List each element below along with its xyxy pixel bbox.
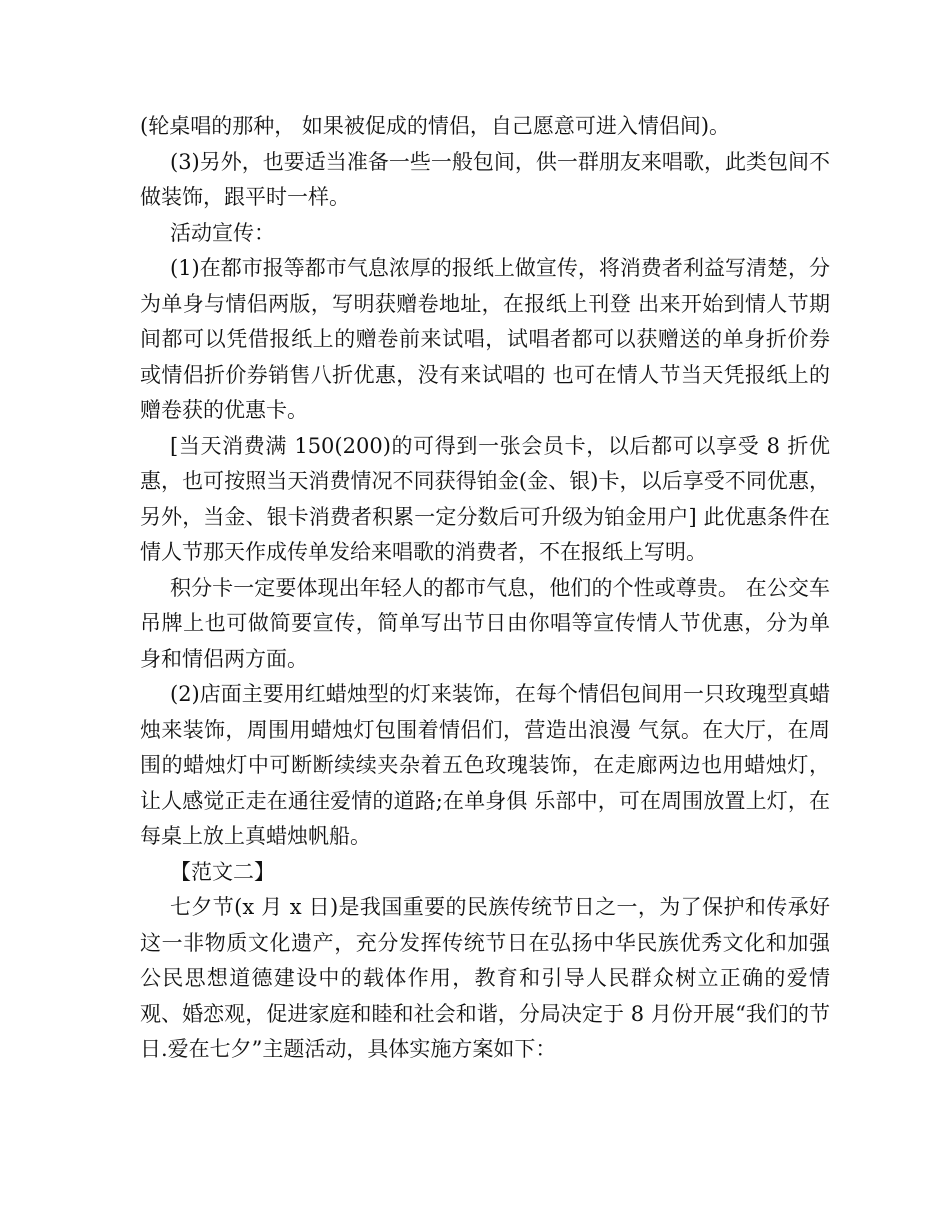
- heading-promotion: 活动宣传：: [170, 220, 275, 245]
- paragraph-points-card: 积分卡一定要体现出年轻人的都市气息，他们的个性或尊贵。 在公交车吊牌上也可做简要宣传，简单写出节日由你唱等宣传情人节优惠，分为单身和情侣两方面。: [140, 575, 830, 671]
- paragraph-qixi-intro: 七夕节(x 月 x 日)是我国重要的民族传统节日之一，为了保护和传承好这一非物质文化遗产，充分发挥传统节日在弘扬中华民族优秀文化和加强公民思想道德建设中的载体作用，教育和引导人民群众树立正确的爱情观、婚恋观，促进家庭和睦和社会和谐，分局决定于 8 月份开展“我们的节日.爱在七夕”主题活动，具体实施方案如下：: [140, 895, 830, 1061]
- paragraph-ordinary-rooms: (3)另外，也要适当准备一些一般包间，供一群朋友来唱歌，此类包间不做装饰，跟平时一样。: [140, 149, 830, 209]
- paragraph-continuation: (轮桌唱的那种， 如果被促成的情侣，自己愿意可进入情侣间)。: [140, 114, 731, 138]
- document-page: [140, 109, 830, 1068]
- paragraph-newspaper-ads: (1)在都市报等都市气息浓厚的报纸上做宣传，将消费者利益写清楚，分为单身与情侣两版，写明获赠卷地址，在报纸上刊登 出来开始到情人节期间都可以凭借报纸上的赠卷前来试唱，试唱者都可以获赠送的单身折价券或情侣折价券销售八折优惠，没有来试唱的 也可在情人节当天凭报纸上的赠卷获的优惠卡。: [140, 256, 830, 422]
- heading-sample-two: 【范文二】: [170, 859, 275, 884]
- paragraph-member-card: [当天消费满 150(200)的可得到一张会员卡，以后都可以享受 8 折优惠，也可按照当天消费情况不同获得铂金(金、银)卡，以后享受不同优惠，另外，当金、银卡消费者积累一定分数后可升级为铂金用户] 此优惠条件在情人节那天作成传单发给来唱歌的消费者，不在报纸上写明。: [140, 433, 830, 564]
- paragraph-decoration: (2)店面主要用红蜡烛型的灯来装饰，在每个情侣包间用一只玫瑰型真蜡烛来装饰，周围用蜡烛灯包围着情侣们，营造出浪漫 气氛。在大厅，在周围的蜡烛灯中可断断续续夹杂着五色玫瑰装饰，在走廊两边也用蜡烛灯，让人感觉正走在通往爱情的道路;在单身俱 乐部中，可在周围放置上灯，在每桌上放上真蜡烛帆船。: [140, 682, 830, 848]
